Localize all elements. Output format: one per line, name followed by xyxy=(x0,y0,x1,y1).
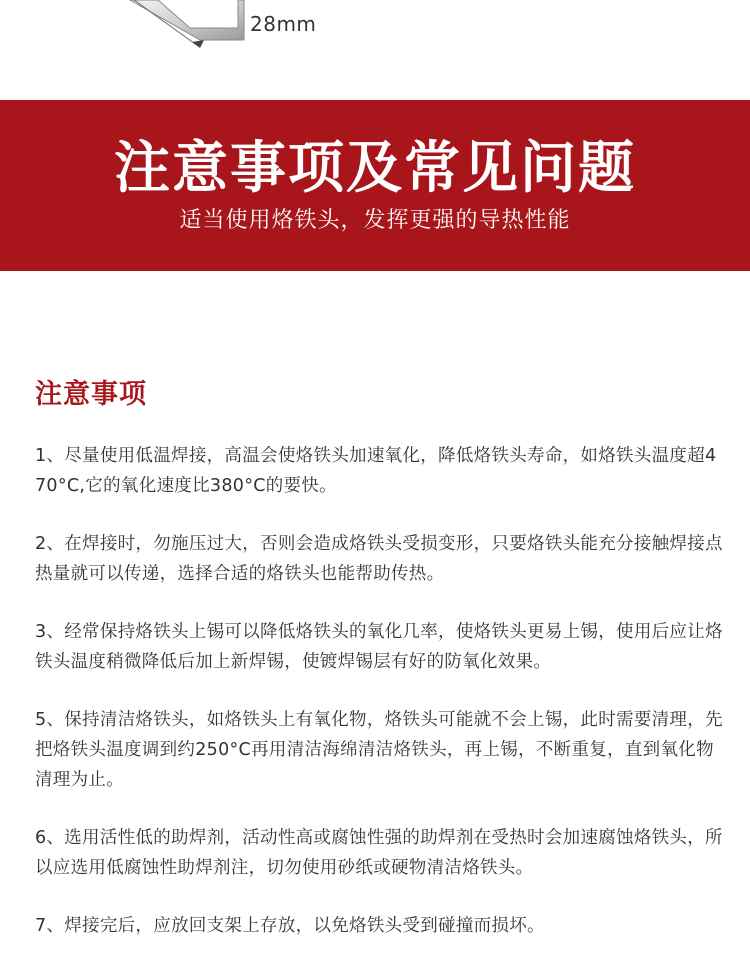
section-heading: 注意事项 xyxy=(35,379,147,410)
banner-subtitle: 适当使用烙铁头，发挥更强的导热性能 xyxy=(179,208,571,233)
dimension-label: 28mm xyxy=(250,12,317,36)
note-item: 1、尽量使用低温焊接，高温会使烙铁头加速氧化，降低烙铁头寿命，如烙铁头温度超470°C,它的氧化速度比380°C的要快。 xyxy=(35,446,717,496)
notes-content xyxy=(0,271,750,972)
note-item: 5、保持清洁烙铁头，如烙铁头上有氧化物，烙铁头可能就不会上锡，此时需要清理，先把烙铁头温度调到约250°C再用清洁海绵清洁烙铁头，再上锡，不断重复，直到氧化物清理为止。 xyxy=(35,710,723,790)
note-item: 6、选用活性低的助焊剂，活动性高或腐蚀性强的助焊剂在受热时会加速腐蚀烙铁头，所以应选用低腐蚀性助焊剂注，切勿使用砂纸或硬物清洁烙铁头。 xyxy=(35,828,723,878)
note-item: 7、焊接完后，应放回支架上存放，以免烙铁头受到碰撞而损坏。 xyxy=(35,916,545,936)
product-image-area xyxy=(0,0,750,100)
section-banner xyxy=(0,100,750,271)
note-item: 3、经常保持烙铁头上锡可以降低烙铁头的氧化几率，使烙铁头更易上锡，使用后应让烙铁头温度稍微降低后加上新焊锡，使镀焊锡层有好的防氧化效果。 xyxy=(35,622,723,672)
banner-title: 注意事项及常见问题 xyxy=(114,136,636,201)
soldering-tip-illustration xyxy=(120,0,250,50)
notes-list xyxy=(35,441,725,969)
note-item: 2、在焊接时，勿施压过大，否则会造成烙铁头受损变形，只要烙铁头能充分接触焊接点热量就可以传递，选择合适的烙铁头也能帮助传热。 xyxy=(35,534,723,584)
